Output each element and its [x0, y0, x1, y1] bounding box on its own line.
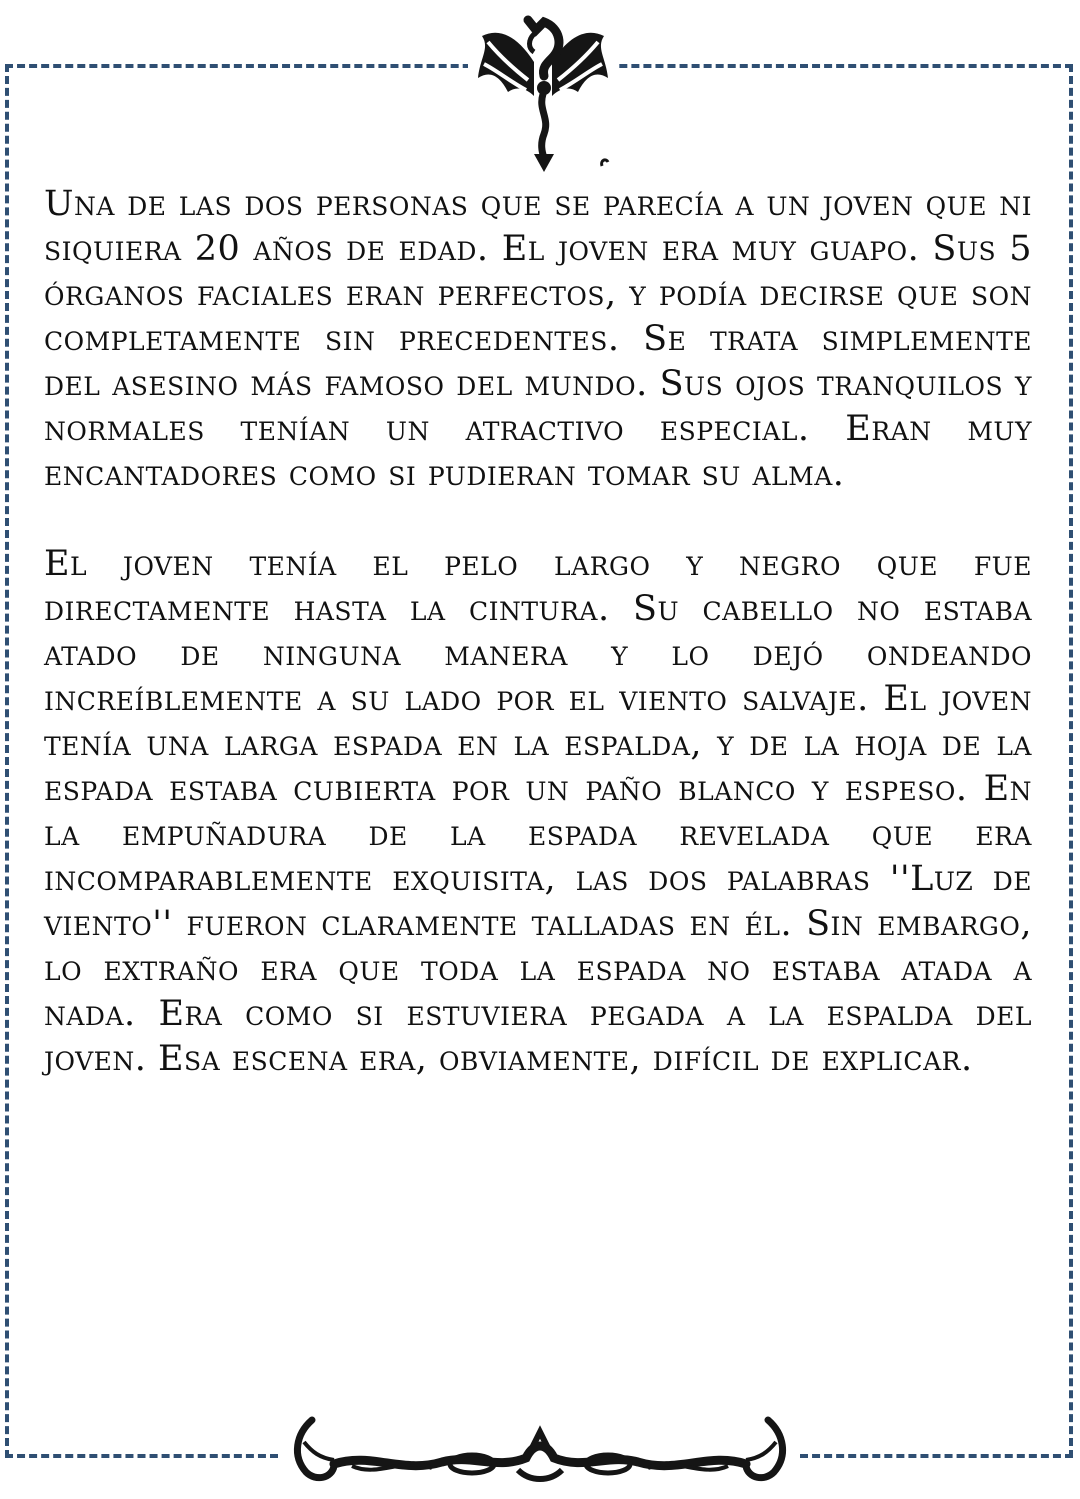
paragraph-1: Una de las dos personas que se parecía a un joven que ni siquiera 20 años de edad. El joven era muy guapo. Sus 5 órganos faciales eran perfectos, y podía decirse que son completamente sin precedentes. Se trata simplemente del asesino más famoso del mundo. Sus ojos tranquilos y normales tenían un atractivo especial. Eran muy encantadores como si pudieran tomar su alma.: [44, 184, 1032, 494]
document-body: [44, 182, 1032, 1082]
dragon-ornament-icon: [468, 6, 618, 176]
paragraph-2: El joven tenía el pelo largo y negro que fue directamente hasta la cintura. Su cabello no estaba atado de ninguna manera y lo dejó ondeando increíblemente a su lado por el viento salvaje. El joven tenía una larga espada en la espalda, y de la hoja de la espada estaba cubierta por un paño blanco y espeso. En la empuñadura de la espada revelada que era incomparablemente exquisita, las dos palabras ''Luz de viento'' fueron claramente talladas en él. Sin embargo, lo extraño era que toda la espada no estaba atada a nada. Era como si estuviera pegada a la espalda del joven. Esa escena era, obviamente, difícil de explicar.: [44, 544, 1032, 1079]
tribal-flourish-icon: [282, 1412, 798, 1490]
